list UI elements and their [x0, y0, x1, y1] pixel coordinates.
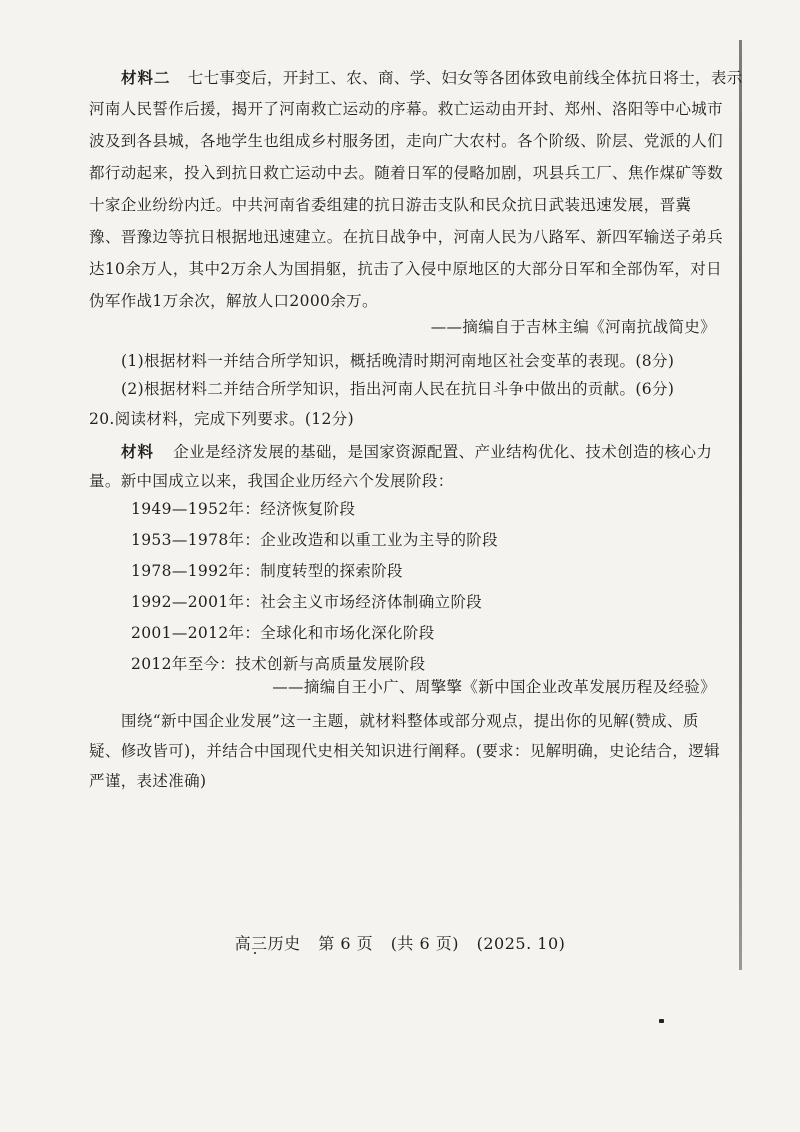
material2-line-4: 都行动起来，投入到抗日救亡运动中去。随着日军的侵略加剧，巩县兵工厂、焦作煤矿等数	[89, 164, 724, 182]
stage-4: 1992—2001年：社会主义市场经济体制确立阶段	[131, 593, 483, 611]
material2-label: 材料二	[121, 68, 171, 87]
material2-text: 七七事变后，开封工、农、商、学、妇女等各团体致电前线全体抗日将士，表示	[187, 69, 743, 87]
material2-line-5: 十家企业纷纷内迁。中共河南省委组建的抗日游击支队和民众抗日武装迅速发展，晋冀	[89, 196, 692, 214]
q20-material-label: 材料	[121, 442, 155, 461]
scan-edge-line	[739, 40, 742, 970]
q20-heading: 20.阅读材料，完成下列要求。(12分)	[89, 410, 354, 428]
q20-task-line-2: 疑、修改皆可)，并结合中国现代史相关知识进行阐释。(要求：见解明确，史论结合，逻辑	[89, 742, 720, 760]
footer-date: (2025. 10)	[476, 934, 566, 953]
q20-intro-text: 企业是经济发展的基础，是国家资源配置、产业结构优化、技术创造的核心力	[173, 443, 713, 461]
material2-line-7: 达10余万人，其中2万余人为国捐躯，抗击了入侵中原地区的大部分日军和全部伪军，对日	[89, 260, 722, 278]
material2-line-3: 波及到各县城，各地学生也组成乡村服务团，走向广大农村。各个阶级、阶层、党派的人们	[89, 132, 724, 150]
material2-line-1	[121, 70, 743, 87]
q20-source: ——摘编自王小广、周擎擎《新中国企业改革发展历程及经验》	[272, 678, 716, 696]
material2-line-6: 豫、晋豫边等抗日根据地迅速建立。在抗日战争中，河南人民为八路军、新四军输送子弟兵	[89, 228, 724, 246]
footer-page-number: 第 6 页	[318, 934, 374, 953]
stage-5: 2001—2012年：全球化和市场化深化阶段	[131, 624, 435, 642]
q20-task-line-1: 围绕“新中国企业发展”这一主题，就材料整体或部分观点，提出你的见解(赞成、质	[121, 712, 699, 730]
q20-intro-line-2: 量。新中国成立以来，我国企业历经六个发展阶段：	[89, 472, 454, 490]
scan-speck	[659, 1019, 664, 1023]
footer-subject: 高三历史	[234, 934, 301, 953]
material2-line-2: 河南人民誓作后援，揭开了河南救亡运动的序幕。救亡运动由开封、郑州、洛阳等中心城市	[89, 100, 724, 118]
q20-intro-line-1	[121, 444, 712, 461]
material2-source: ——摘编自于吉林主编《河南抗战简史》	[430, 318, 716, 336]
q20-task-line-3: 严谨，表述准确)	[89, 772, 207, 790]
material2-line-8: 伪军作战1万余次，解放人口2000余万。	[89, 292, 378, 310]
stage-3: 1978—1992年：制度转型的探索阶段	[131, 562, 403, 580]
stage-6: 2012年至今：技术创新与高质量发展阶段	[131, 655, 426, 673]
footer-total-pages: (共 6 页)	[390, 934, 460, 953]
stage-1: 1949—1952年：经济恢复阶段	[131, 500, 356, 518]
page-footer	[0, 931, 800, 954]
question-1: (1)根据材料一并结合所学知识，概括晚清时期河南地区社会变革的表现。(8分)	[121, 352, 675, 370]
question-2: (2)根据材料二并结合所学知识，指出河南人民在抗日斗争中做出的贡献。(6分)	[121, 380, 675, 398]
stage-2: 1953—1978年：企业改造和以重工业为主导的阶段	[131, 531, 498, 549]
